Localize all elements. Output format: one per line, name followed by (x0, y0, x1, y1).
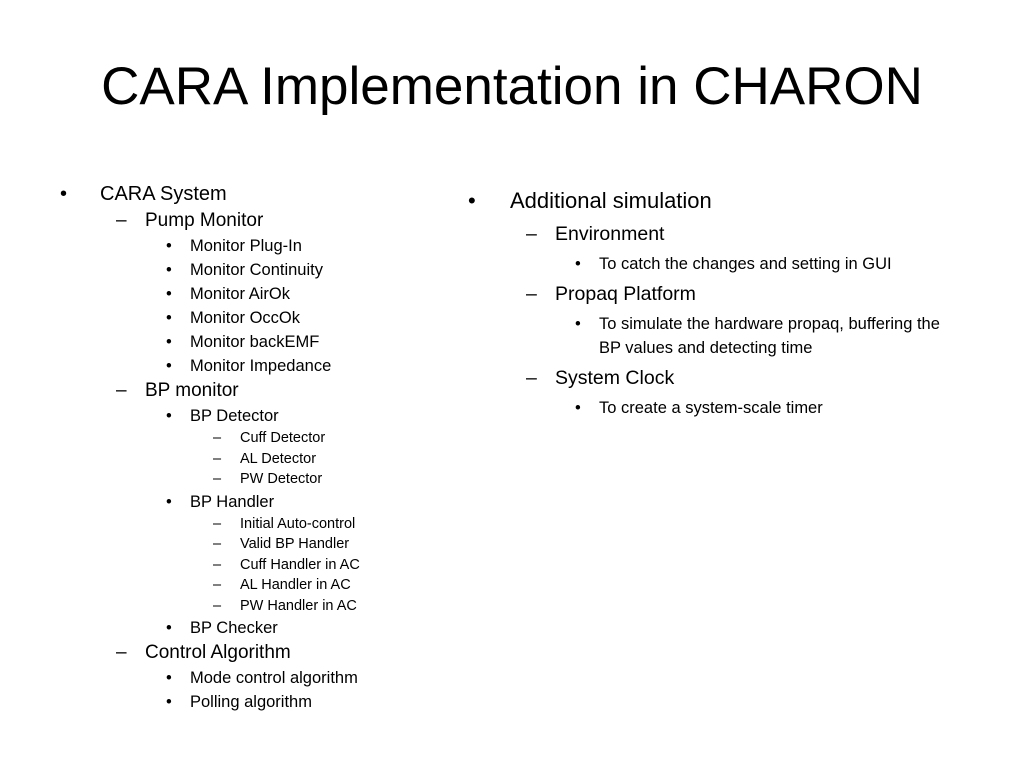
bullet-marker: • (166, 333, 172, 351)
bullet-text: AL Handler in AC (240, 577, 351, 593)
dash-marker: – (213, 556, 222, 573)
list-item (60, 330, 440, 354)
bullet-marker: • (166, 261, 172, 279)
bullet-marker: • (166, 492, 172, 511)
bullet-text: BP Handler (190, 492, 275, 511)
list-item (60, 428, 440, 449)
bullet-cara-system (60, 180, 440, 208)
bullet-text: Cuff Handler in AC (240, 556, 360, 573)
dash-marker: – (116, 642, 127, 663)
bullet-text: To simulate the hardware propaq, buffering the BP values and detecting time (599, 315, 940, 357)
list-item (60, 555, 440, 576)
bullet-text: BP Detector (190, 407, 279, 425)
bullet-text: Polling algorithm (190, 693, 312, 711)
bullet-marker: • (575, 255, 581, 273)
bullet-text: To create a system-scale timer (599, 399, 823, 417)
bullet-text: Monitor Continuity (190, 261, 323, 279)
dash-marker: – (213, 577, 222, 593)
bullet-marker: • (166, 285, 172, 303)
dash-marker: – (213, 536, 222, 552)
list-item (60, 234, 440, 258)
list-item (60, 258, 440, 282)
list-item (60, 282, 440, 306)
bullet-text: Environment (555, 223, 665, 245)
list-item (468, 396, 959, 420)
bullet-marker: • (166, 357, 172, 375)
bullet-text: To catch the changes and setting in GUI (599, 255, 892, 273)
dash-marker: – (213, 450, 222, 467)
bullet-marker: • (575, 315, 581, 333)
list-item (60, 514, 440, 535)
list-item (60, 469, 440, 490)
left-column (60, 180, 440, 714)
bullet-marker: • (166, 407, 172, 425)
bullet-text: Cuff Detector (240, 430, 326, 446)
bullet-text: Monitor AirOk (190, 285, 290, 303)
dash-marker: – (526, 283, 537, 305)
bullet-text: PW Handler in AC (240, 597, 357, 614)
bullet-marker: • (60, 183, 68, 205)
bullet-bp-monitor (60, 378, 440, 404)
bullet-text: System Clock (555, 367, 675, 389)
bullet-bp-detector (60, 404, 440, 428)
bullet-bp-handler (60, 490, 440, 514)
list-item (468, 252, 959, 276)
bullet-text: PW Detector (240, 471, 323, 487)
dash-marker: – (116, 210, 127, 231)
list-item (60, 666, 440, 690)
bullet-text: AL Detector (240, 450, 317, 467)
list-item (60, 575, 440, 596)
list-item (60, 534, 440, 555)
bullet-control-algorithm (60, 640, 440, 666)
right-column (468, 186, 968, 420)
bullet-propaq-platform (468, 280, 968, 308)
bullet-text: Control Algorithm (145, 642, 291, 663)
dash-marker: – (116, 380, 127, 401)
list-item (60, 690, 440, 714)
bullet-text: Monitor OccOk (190, 309, 301, 327)
bullet-bp-checker (60, 616, 440, 640)
list-item (60, 449, 440, 470)
bullet-text: Monitor Plug-In (190, 237, 302, 255)
list-item (60, 354, 440, 378)
bullet-text: Initial Auto-control (240, 515, 356, 532)
dash-marker: – (526, 223, 537, 245)
bullet-text: BP monitor (145, 380, 239, 401)
bullet-text: Pump Monitor (145, 210, 264, 231)
bullet-system-clock (468, 364, 968, 392)
bullet-text: CARA System (100, 183, 227, 205)
bullet-text: Monitor Impedance (190, 357, 332, 375)
bullet-text: Monitor backEMF (190, 333, 320, 351)
dash-marker: – (213, 515, 222, 532)
bullet-marker: • (575, 399, 581, 417)
bullet-text: Valid BP Handler (240, 536, 350, 552)
list-item (468, 312, 959, 360)
bullet-marker: • (166, 669, 172, 687)
dash-marker: – (213, 471, 222, 487)
bullet-marker: • (166, 619, 172, 637)
bullet-marker: • (166, 237, 172, 255)
bullet-marker: • (166, 693, 172, 711)
bullet-marker: • (468, 188, 476, 213)
slide-title: CARA Implementation in CHARON (101, 57, 923, 116)
bullet-pump-monitor (60, 208, 440, 234)
bullet-additional-simulation (468, 186, 968, 216)
list-item (60, 596, 440, 617)
bullet-text: Additional simulation (510, 188, 712, 213)
bullet-text: Propaq Platform (555, 283, 696, 305)
bullet-text: Mode control algorithm (190, 669, 358, 687)
dash-marker: – (213, 430, 222, 446)
bullet-marker: • (166, 309, 172, 327)
bullet-environment (468, 220, 968, 248)
list-item (60, 306, 440, 330)
dash-marker: – (526, 367, 537, 389)
dash-marker: – (213, 597, 222, 614)
bullet-text: BP Checker (190, 619, 278, 637)
